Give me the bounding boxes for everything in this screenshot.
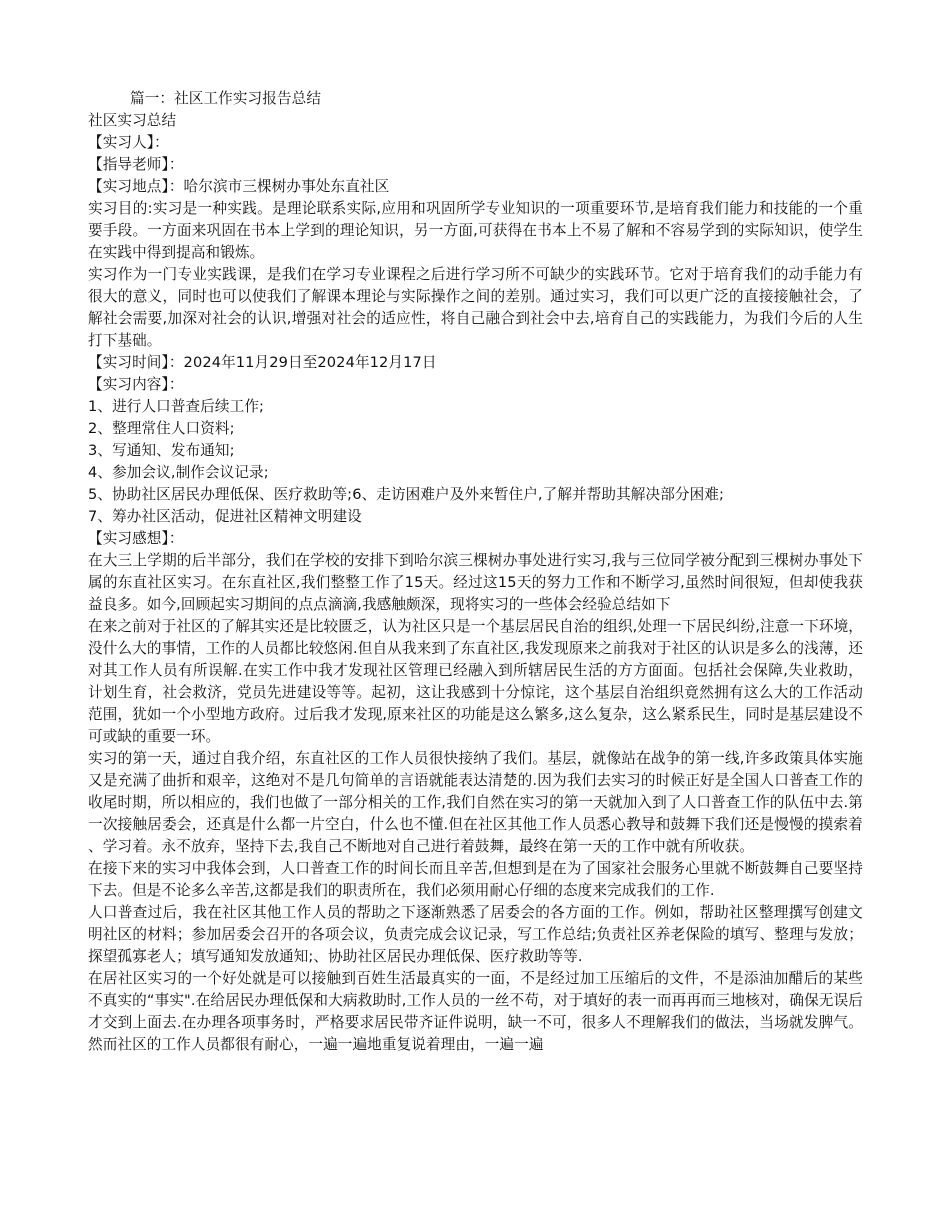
document-page — [88, 88, 863, 1056]
feeling-paragraph: 在居社区实习的一个好处就是可以接触到百姓生活最真实的一面，不是经过加工压缩后的文件，不是添油加醋后的某些不真实的“事实".在给居民办理低保和大病救助时,工作人员的一丝不苟，对于填好的表一而再再而三地核对，确保无误后才交到上面去.在办理各项事务时，严格要求居民带齐证件说明，缺一不可，很多人不理解我们的做法，当场就发脾气。然而社区的工作人员都很有耐心，一遍一遍地重复说着理由，一遍一遍 — [88, 970, 863, 1053]
field-intern: 【实习人】： — [88, 134, 169, 151]
feeling-paragraph: 人口普查过后，我在社区其他工作人员的帮助之下逐渐熟悉了居委会的各方面的工作。例如，帮助社区整理撰写创建文明社区的材料；参加居委会召开的各项会议，负责完成会议记录，写工作总结;负责社区养老保险的填写、整理与发放；探望孤寡老人；填写通知发放通知;、协助社区居民办理低保、医疗救助等等. — [88, 904, 863, 965]
content-item: 2、整理常住人口资料; — [88, 420, 235, 437]
content-list — [88, 396, 863, 528]
feeling-paragraph: 实习的第一天，通过自我介绍，东直社区的工作人员很快接纳了我们。基层，就像站在战争的第一线,许多政策具体实施又是充满了曲折和艰辛，这绝对不是几句简单的言语就能表达清楚的.因为我们去实习的时候正好是全国人口普查工作的收尾时期，所以相应的，我们也做了一部分相关的工作,我们自然在实习的第一天就加入到了人口普查工作的队伍中去.第一次接触居委会，还真是什么都一片空白，什么也不懂.但在社区其他工作人员悉心教导和鼓舞下我们还是慢慢的摸索着、学习着。永不放弃，坚持下去,我自己不断地对自己进行着鼓舞，最终在第一天的工作中就有所收获。 — [88, 750, 863, 855]
purpose-paragraph-2: 实习作为一门专业实践课，是我们在学习专业课程之后进行学习所不可缺少的实践环节。它对于培育我们的动手能力有很大的意义，同时也可以使我们了解课本理论与实际操作之间的差别。通过实习，我们可以更广泛的直接接触社会，了解社会需要,加深对社会的认识,增强对社会的适应性，将自己融合到社会中去,培育自己的实践能力，为我们今后的人生打下基础。 — [88, 266, 863, 349]
content-item: 4、参加会议,制作会议记录; — [88, 464, 269, 481]
field-time: 【实习时间】：2024年11月29日至2024年12月17日 — [88, 354, 437, 371]
content-item: 7、筹办社区活动，促进社区精神文明建设 — [88, 508, 362, 525]
feeling-paragraph: 在接下来的实习中我体会到，人口普查工作的时间长而且辛苦,但想到是在为了国家社会服务心里就不断鼓舞自己要坚持下去。但是不论多么辛苦,这都是我们的职责所在，我们必须用耐心仔细的态度来完成我们的工作. — [88, 860, 863, 899]
content-heading: 【实习内容】： — [88, 376, 184, 393]
content-item: 3、写通知、发布通知; — [88, 442, 235, 459]
content-item: 5、协助社区居民办理低保、医疗救助等;6、走访困难户及外来暂住户,了解并帮助其解决部分困难; — [88, 486, 724, 503]
purpose-paragraph-1: 实习目的:实习是一种实践。是理论联系实际,应用和巩固所学专业知识的一项重要环节,是培育我们能力和技能的一个重要手段。一方面来巩固在书本上学到的理论知识，另一方面,可获得在书本上不易了解和不容易学到的实际知识，使学生在实践中得到提高和锻炼。 — [88, 200, 863, 261]
content-item: 1、进行人口普查后续工作; — [88, 398, 265, 415]
feeling-heading: 【实习感想】： — [88, 530, 184, 547]
field-teacher: 【指导老师】： — [88, 156, 184, 173]
document-subtitle: 社区实习总结 — [88, 112, 177, 129]
field-location: 【实习地点】：哈尔滨市三棵树办事处东直社区 — [88, 178, 390, 195]
feeling-paragraph: 在大三上学期的后半部分，我们在学校的安排下到哈尔滨三棵树办事处进行实习,我与三位同学被分配到三棵树办事处下属的东直社区实习。在东直社区,我们整整工作了15天。经过这15天的努力工作和不断学习,虽然时间很短，但却使我获益良多。如今,回顾起实习期间的点点滴滴,我感触颇深，现将实习的一些体会经验总结如下 — [88, 552, 863, 613]
document-title: 篇一：社区工作实习报告总结 — [130, 90, 322, 107]
feeling-paragraph: 在来之前对于社区的了解其实还是比较匮乏，认为社区只是一个基层居民自治的组织,处理一下居民纠纷,注意一下环境，没什么大的事情，工作的人员都比较悠闲.但自从我来到了东直社区,我发现原来之前我对于社区的认识是多么的浅薄，还对其工作人员有所误解.在实工作中我才发现社区管理已经融入到所辖居民生活的方方面面。包括社会保障,失业救助， 计划生育，社会救济，党员先进建设等等。起初，这让我感到十分惊诧，这个基层自治组织竟然拥有这么大的工作活动范围，犹如一个小型地方政府。过后我才发现,原来社区的功能是这么繁多,这么复杂，这么紧系民生，同时是基层建设不可或缺的重要一环。 — [88, 618, 863, 745]
